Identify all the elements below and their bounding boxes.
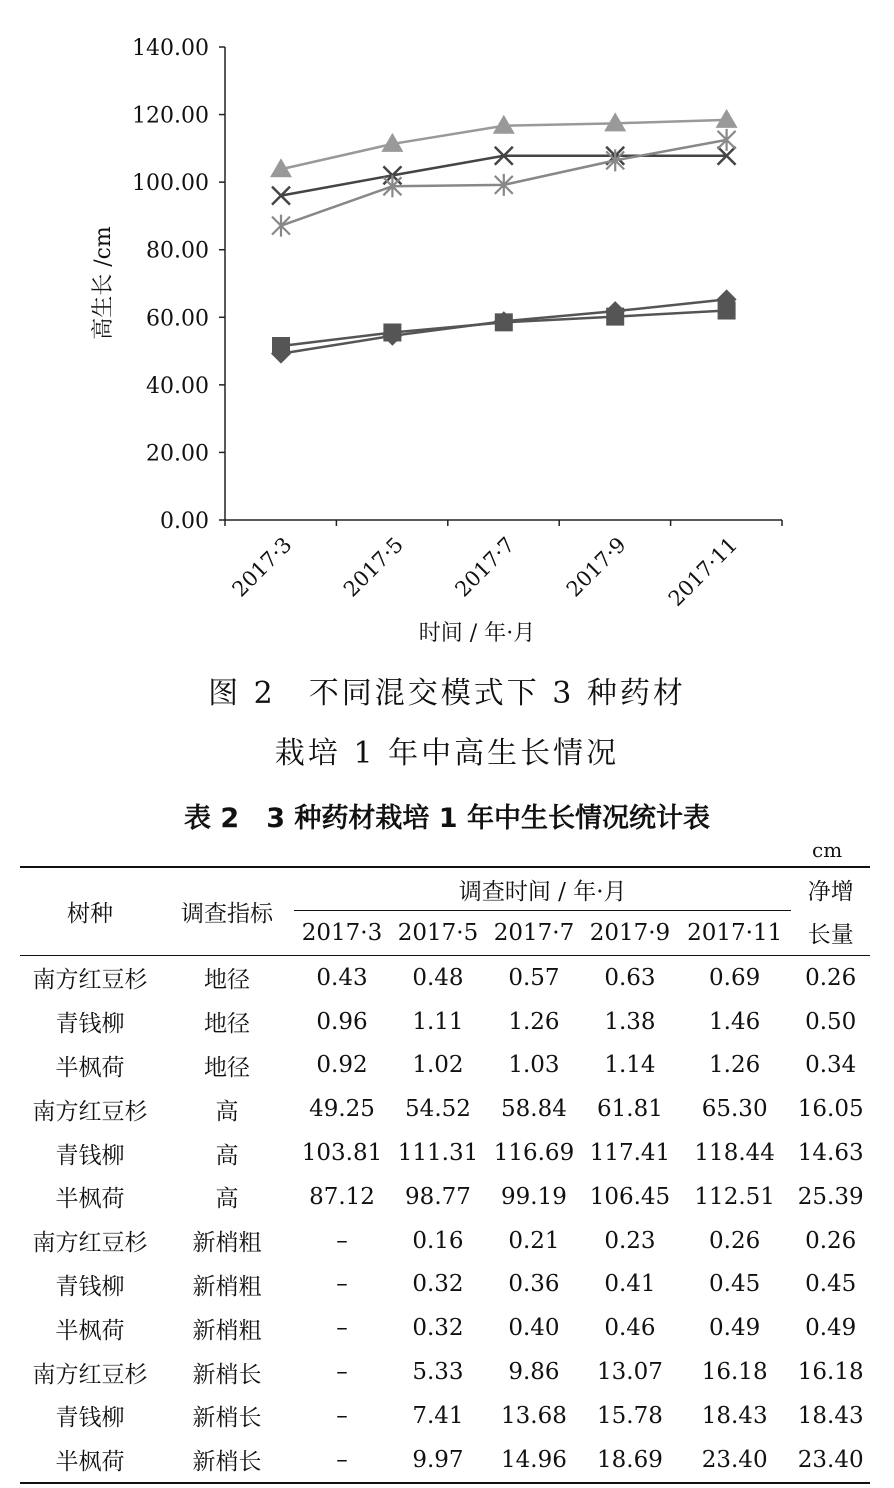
- cell-value: –: [294, 1438, 390, 1483]
- cell-value: 13.68: [501, 1402, 567, 1429]
- header-date: 2017·7: [486, 911, 582, 956]
- cell-value: 15.78: [597, 1402, 663, 1429]
- x-tick-label: 2017·3: [227, 532, 297, 602]
- header-date: 2017·9: [582, 911, 678, 956]
- square-marker: [383, 323, 401, 341]
- table-unit: cm: [812, 838, 843, 862]
- cell-value: 0.48: [412, 964, 464, 991]
- height-growth-chart: [0, 0, 894, 660]
- cell-value: 1.03: [508, 1052, 560, 1079]
- cell-value: 49.25: [309, 1096, 375, 1123]
- cell-value: 58.84: [501, 1096, 567, 1123]
- cell-value: 65.30: [701, 1096, 768, 1123]
- cell-value: 0.32: [412, 1315, 464, 1342]
- cell-value: 1.38: [604, 1008, 656, 1035]
- header-net-line2: 长量: [791, 911, 870, 956]
- cell-value: 18.43: [701, 1402, 768, 1429]
- cell-value: 106.45: [589, 1183, 671, 1210]
- table-row: [20, 1175, 870, 1219]
- cell-value: 87.12: [309, 1183, 375, 1210]
- y-tick-label: 40.00: [146, 373, 209, 399]
- cell-index: 高: [215, 1186, 239, 1213]
- cell-index: 新梢长: [192, 1361, 262, 1388]
- table-row: [20, 1087, 870, 1131]
- cell-value: 7.41: [412, 1402, 464, 1429]
- triangle-marker: [604, 112, 626, 131]
- header-date: 2017·3: [294, 911, 390, 956]
- table-row: [20, 956, 870, 1000]
- cell-species: 南方红豆杉: [32, 1098, 148, 1125]
- table-row: [20, 1219, 870, 1263]
- cell-value: 1.26: [508, 1008, 560, 1035]
- cell-value: 0.45: [709, 1271, 761, 1298]
- table-row: [20, 1044, 870, 1088]
- square-marker: [606, 308, 624, 326]
- cell-value: 9.86: [508, 1359, 560, 1386]
- cell-value: 16.18: [797, 1359, 864, 1386]
- table-row: [20, 1131, 870, 1175]
- cell-value: 18.69: [582, 1438, 678, 1483]
- header-date: 2017·5: [390, 911, 486, 956]
- cell-value: 111.31: [397, 1140, 479, 1167]
- cell-value: 1.14: [604, 1052, 656, 1079]
- cell-value: 0.41: [604, 1271, 656, 1298]
- cell-value: 0.96: [316, 1008, 368, 1035]
- square-marker: [495, 313, 513, 331]
- cell-value: 118.44: [694, 1140, 775, 1167]
- table-row: [20, 1350, 870, 1394]
- y-tick-label: 0.00: [160, 509, 209, 534]
- header-species: 树种: [20, 867, 160, 956]
- y-tick-label: 80.00: [146, 238, 209, 264]
- y-tick-label: 140.00: [132, 36, 209, 61]
- cell-index: 地径: [204, 1011, 250, 1038]
- cell-value: 25.39: [797, 1183, 864, 1210]
- cell-value: 54.52: [405, 1096, 471, 1123]
- x-axis-label: 时间 / 年·月: [418, 621, 536, 646]
- cell-index: 地径: [204, 967, 250, 994]
- cell-value: 14.96: [486, 1438, 582, 1483]
- cell-value: 0.26: [709, 1227, 761, 1254]
- cell-value: 14.63: [797, 1140, 864, 1167]
- cell-value: 116.69: [493, 1140, 575, 1167]
- cell-species: 南方红豆杉: [32, 1230, 148, 1257]
- cell-value: 5.33: [412, 1359, 464, 1386]
- table-row: [20, 1263, 870, 1307]
- cell-value: 103.81: [301, 1140, 383, 1167]
- cell-index: 新梢长: [160, 1438, 294, 1483]
- cell-value: –: [336, 1315, 348, 1342]
- x-tick-label: 2017·7: [450, 532, 520, 602]
- cell-value: 0.40: [508, 1315, 560, 1342]
- cell-species: 南方红豆杉: [32, 967, 148, 994]
- x-tick-label: 2017·5: [339, 532, 408, 602]
- cell-value: –: [336, 1227, 348, 1254]
- square-marker: [718, 302, 736, 320]
- cell-species: 南方红豆杉: [32, 1361, 148, 1388]
- cell-value: 23.40: [791, 1438, 870, 1483]
- cell-value: 0.57: [508, 964, 560, 991]
- figure-caption-line1: 图 2 不同混交模式下 3 种药材: [208, 676, 686, 711]
- cell-index: 新梢粗: [192, 1273, 262, 1300]
- cell-value: 0.63: [604, 964, 656, 991]
- cell-value: 0.36: [508, 1271, 560, 1298]
- triangle-marker: [716, 109, 738, 128]
- cell-value: 112.51: [694, 1183, 775, 1210]
- cell-value: 0.92: [316, 1052, 368, 1079]
- cell-value: 0.26: [805, 964, 857, 991]
- cell-value: 98.77: [405, 1183, 471, 1210]
- y-tick-label: 20.00: [146, 441, 209, 467]
- triangle-marker: [493, 115, 515, 134]
- cell-value: 0.23: [604, 1227, 656, 1254]
- cell-value: 0.45: [805, 1271, 857, 1298]
- cell-value: 16.05: [797, 1096, 864, 1123]
- cell-value: 0.49: [805, 1315, 857, 1342]
- cell-species: 半枫荷: [55, 1317, 125, 1344]
- cell-species: 半枫荷: [55, 1186, 125, 1213]
- cell-value: –: [336, 1402, 348, 1429]
- cell-species: 青钱柳: [55, 1142, 125, 1169]
- cell-value: –: [336, 1359, 348, 1386]
- star-marker: [272, 215, 290, 237]
- cell-value: 1.46: [709, 1008, 761, 1035]
- y-tick-label: 60.00: [146, 306, 209, 332]
- table-row: [20, 1438, 870, 1483]
- cell-index: 新梢粗: [192, 1317, 262, 1344]
- figure-caption-line2: 栽培 1 年中高生长情况: [274, 736, 620, 771]
- cell-value: 0.49: [709, 1315, 761, 1342]
- cell-value: 1.11: [412, 1008, 464, 1035]
- y-axis-label: 高生长 /cm: [91, 226, 116, 340]
- square-marker: [272, 337, 290, 355]
- cell-value: 23.40: [678, 1438, 791, 1483]
- cell-value: 0.26: [805, 1227, 857, 1254]
- x-tick-label: 2017·9: [561, 532, 631, 602]
- cell-index: 高: [215, 1098, 239, 1125]
- cell-species: 青钱柳: [55, 1273, 125, 1300]
- table-title: 表 2 3 种药材栽培 1 年中生长情况统计表: [184, 803, 710, 834]
- cell-value: 0.46: [604, 1315, 656, 1342]
- cell-species: 半枫荷: [55, 1054, 125, 1081]
- x-tick-label: 2017·11: [663, 532, 743, 611]
- header-index: 调查指标: [160, 867, 294, 956]
- y-tick-label: 100.00: [132, 171, 209, 197]
- cell-species: 青钱柳: [55, 1405, 125, 1432]
- cell-index: 高: [215, 1142, 239, 1169]
- cell-value: 9.97: [390, 1438, 486, 1483]
- cell-value: 0.21: [508, 1227, 560, 1254]
- cell-index: 新梢粗: [192, 1230, 262, 1257]
- y-tick-label: 120.00: [132, 103, 209, 129]
- cell-value: 16.18: [701, 1359, 768, 1386]
- cell-index: 地径: [204, 1054, 250, 1081]
- cell-value: –: [336, 1271, 348, 1298]
- cell-value: 61.81: [597, 1096, 663, 1123]
- cell-value: 117.41: [589, 1140, 671, 1167]
- cell-index: 新梢长: [192, 1405, 262, 1432]
- cell-value: 0.43: [316, 964, 368, 991]
- cell-value: 99.19: [501, 1183, 567, 1210]
- cell-value: 0.69: [709, 964, 761, 991]
- header-survey-time: 调查时间 / 年·月: [294, 867, 791, 911]
- cell-species: 青钱柳: [55, 1011, 125, 1038]
- table-row: [20, 1000, 870, 1044]
- table-row: [20, 1394, 870, 1438]
- cell-value: 13.07: [597, 1359, 663, 1386]
- table-row: [20, 1306, 870, 1350]
- cell-value: 1.26: [709, 1052, 761, 1079]
- cell-value: 0.50: [805, 1008, 857, 1035]
- header-date: 2017·11: [678, 911, 791, 956]
- cell-value: 18.43: [797, 1402, 864, 1429]
- table-body: [20, 956, 870, 1483]
- cell-value: 0.34: [805, 1052, 857, 1079]
- cell-value: 1.02: [412, 1052, 464, 1079]
- cell-species: 半枫荷: [20, 1438, 160, 1483]
- header-net-line1: 净增: [791, 867, 870, 911]
- cell-value: 0.32: [412, 1271, 464, 1298]
- growth-stats-table: [20, 866, 870, 1484]
- cell-value: 0.16: [412, 1227, 464, 1254]
